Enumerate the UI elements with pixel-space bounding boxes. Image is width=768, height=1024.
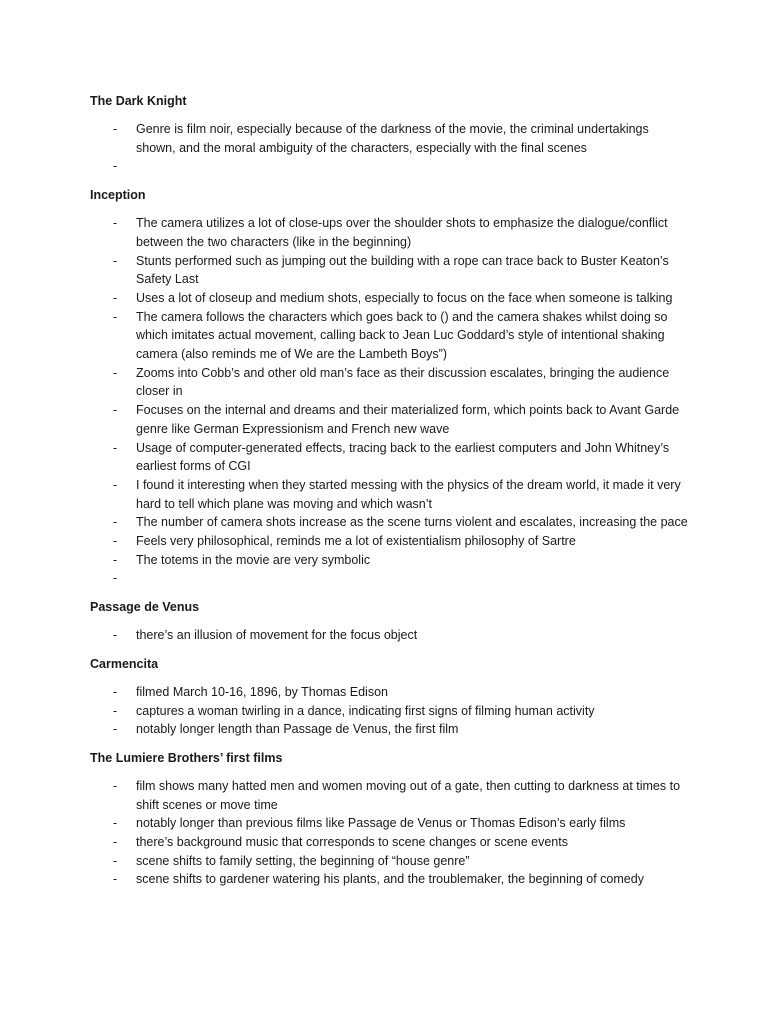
list-item	[90, 683, 690, 702]
bullet-dash: -	[113, 703, 118, 718]
bullet-list	[90, 626, 690, 645]
list-item-text: filmed March 10-16, 1896, by Thomas Edison	[136, 684, 388, 699]
list-item	[90, 157, 690, 176]
document-body	[90, 92, 690, 889]
list-item-text: scene shifts to family setting, the beginning of “house genre”	[136, 853, 470, 868]
bullet-dash: -	[113, 778, 118, 793]
list-item	[90, 513, 690, 532]
bullet-dash: -	[113, 722, 118, 737]
section-the-dark-knight	[90, 92, 690, 186]
list-item	[90, 364, 690, 401]
list-item	[90, 120, 690, 157]
list-item-text: Feels very philosophical, reminds me a lot of existentialism philosophy of Sartre	[136, 534, 576, 549]
list-item-text: Genre is film noir, especially because of the darkness of the movie, the criminal undertakings shown, and the moral ambiguity of the characters, especially with the final scenes	[136, 122, 649, 155]
list-item-text: Zooms into Cobb’s and other old man’s face as their discussion escalates, bringing the audience closer in	[136, 365, 670, 399]
list-item	[90, 252, 690, 289]
bullet-dash: -	[113, 835, 118, 850]
section-passage-de-venus	[90, 598, 690, 655]
list-item	[90, 870, 690, 889]
list-item-text: notably longer than previous films like Passage de Venus or Thomas Edison’s early films	[136, 816, 626, 831]
list-item-text: The number of camera shots increase as the scene turns violent and escalates, increasing the pace	[136, 515, 688, 530]
bullet-dash: -	[113, 515, 118, 530]
section-carmencita	[90, 655, 690, 749]
list-item	[90, 777, 690, 814]
list-item	[90, 551, 690, 570]
list-item-text: I found it interesting when they started messing with the physics of the dream world, it made it very hard to tell which plane was moving and which wasn’t	[136, 477, 681, 511]
bullet-list	[90, 214, 690, 588]
bullet-dash: -	[113, 684, 118, 699]
list-item-text: Uses a lot of closeup and medium shots, especially to focus on the face when someone is talking	[136, 290, 673, 305]
list-item-text: Stunts performed such as jumping out the building with a rope can trace back to Buster Keaton’s Safety Last	[136, 253, 669, 287]
list-item	[90, 289, 690, 308]
list-item	[90, 833, 690, 852]
list-item	[90, 702, 690, 721]
bullet-dash: -	[113, 216, 118, 231]
bullet-dash: -	[113, 816, 118, 831]
bullet-dash: -	[113, 534, 118, 549]
list-item-text: captures a woman twirling in a dance, indicating first signs of filming human activity	[136, 703, 595, 718]
list-item	[90, 814, 690, 833]
bullet-list	[90, 777, 690, 889]
list-item-text: there’s an illusion of movement for the focus object	[136, 628, 418, 643]
bullet-list	[90, 120, 690, 176]
bullet-dash: -	[113, 365, 118, 380]
list-item-text: film shows many hatted men and women moving out of a gate, then cutting to darkness at times to shift scenes or move time	[136, 778, 681, 812]
list-item	[90, 626, 690, 645]
bullet-dash: -	[113, 290, 118, 305]
list-item-text: scene shifts to gardener watering his plants, and the troublemaker, the beginning of comedy	[136, 872, 644, 887]
bullet-dash: -	[113, 571, 118, 586]
list-item-text: The camera follows the characters which goes back to () and the camera shakes whilst doing so which imitates actual movement, calling back to Jean Luc Goddard’s style of intentional shaking camera (also reminds me of We are the Lambeth Boys”)	[136, 309, 668, 362]
section-heading: The Lumiere Brothers’ first films	[90, 750, 283, 765]
section-heading: Inception	[90, 188, 146, 203]
bullet-dash: -	[113, 872, 118, 887]
list-item	[90, 401, 690, 438]
bullet-dash: -	[113, 159, 118, 174]
list-item-text: notably longer length than Passage de Venus, the first film	[136, 722, 459, 737]
bullet-dash: -	[113, 309, 118, 324]
list-item-text: Usage of computer-generated effects, tracing back to the earliest computers and John Whitney’s earliest forms of CGI	[136, 440, 670, 474]
bullet-dash: -	[113, 253, 118, 268]
list-item-text: Focuses on the internal and dreams and their materialized form, which points back to Avant Garde genre like German Expressionism and French new wave	[136, 403, 680, 436]
list-item	[90, 439, 690, 476]
list-item	[90, 214, 690, 251]
section-heading: Carmencita	[90, 656, 159, 671]
bullet-dash: -	[113, 440, 118, 455]
bullet-dash: -	[113, 403, 118, 418]
bullet-dash: -	[113, 552, 118, 567]
section-heading: Passage de Venus	[90, 600, 200, 615]
list-item	[90, 308, 690, 364]
bullet-dash: -	[113, 477, 118, 492]
list-item	[90, 720, 690, 739]
bullet-dash: -	[113, 853, 118, 868]
list-item-text: The totems in the movie are very symbolic	[136, 552, 371, 567]
list-item-text: The camera utilizes a lot of close-ups over the shoulder shots to emphasize the dialogue/conflict between the two characters (like in the beginning)	[136, 216, 668, 249]
list-item	[90, 532, 690, 551]
list-item	[90, 852, 690, 871]
section-heading: The Dark Knight	[90, 94, 187, 108]
section-lumiere-brothers	[90, 749, 690, 889]
bullet-dash: -	[113, 122, 118, 136]
list-item	[90, 569, 690, 588]
section-inception	[90, 186, 690, 598]
bullet-dash: -	[113, 628, 118, 643]
list-item	[90, 476, 690, 513]
list-item-text: there’s background music that corresponds to scene changes or scene events	[136, 835, 568, 850]
bullet-list	[90, 683, 690, 739]
